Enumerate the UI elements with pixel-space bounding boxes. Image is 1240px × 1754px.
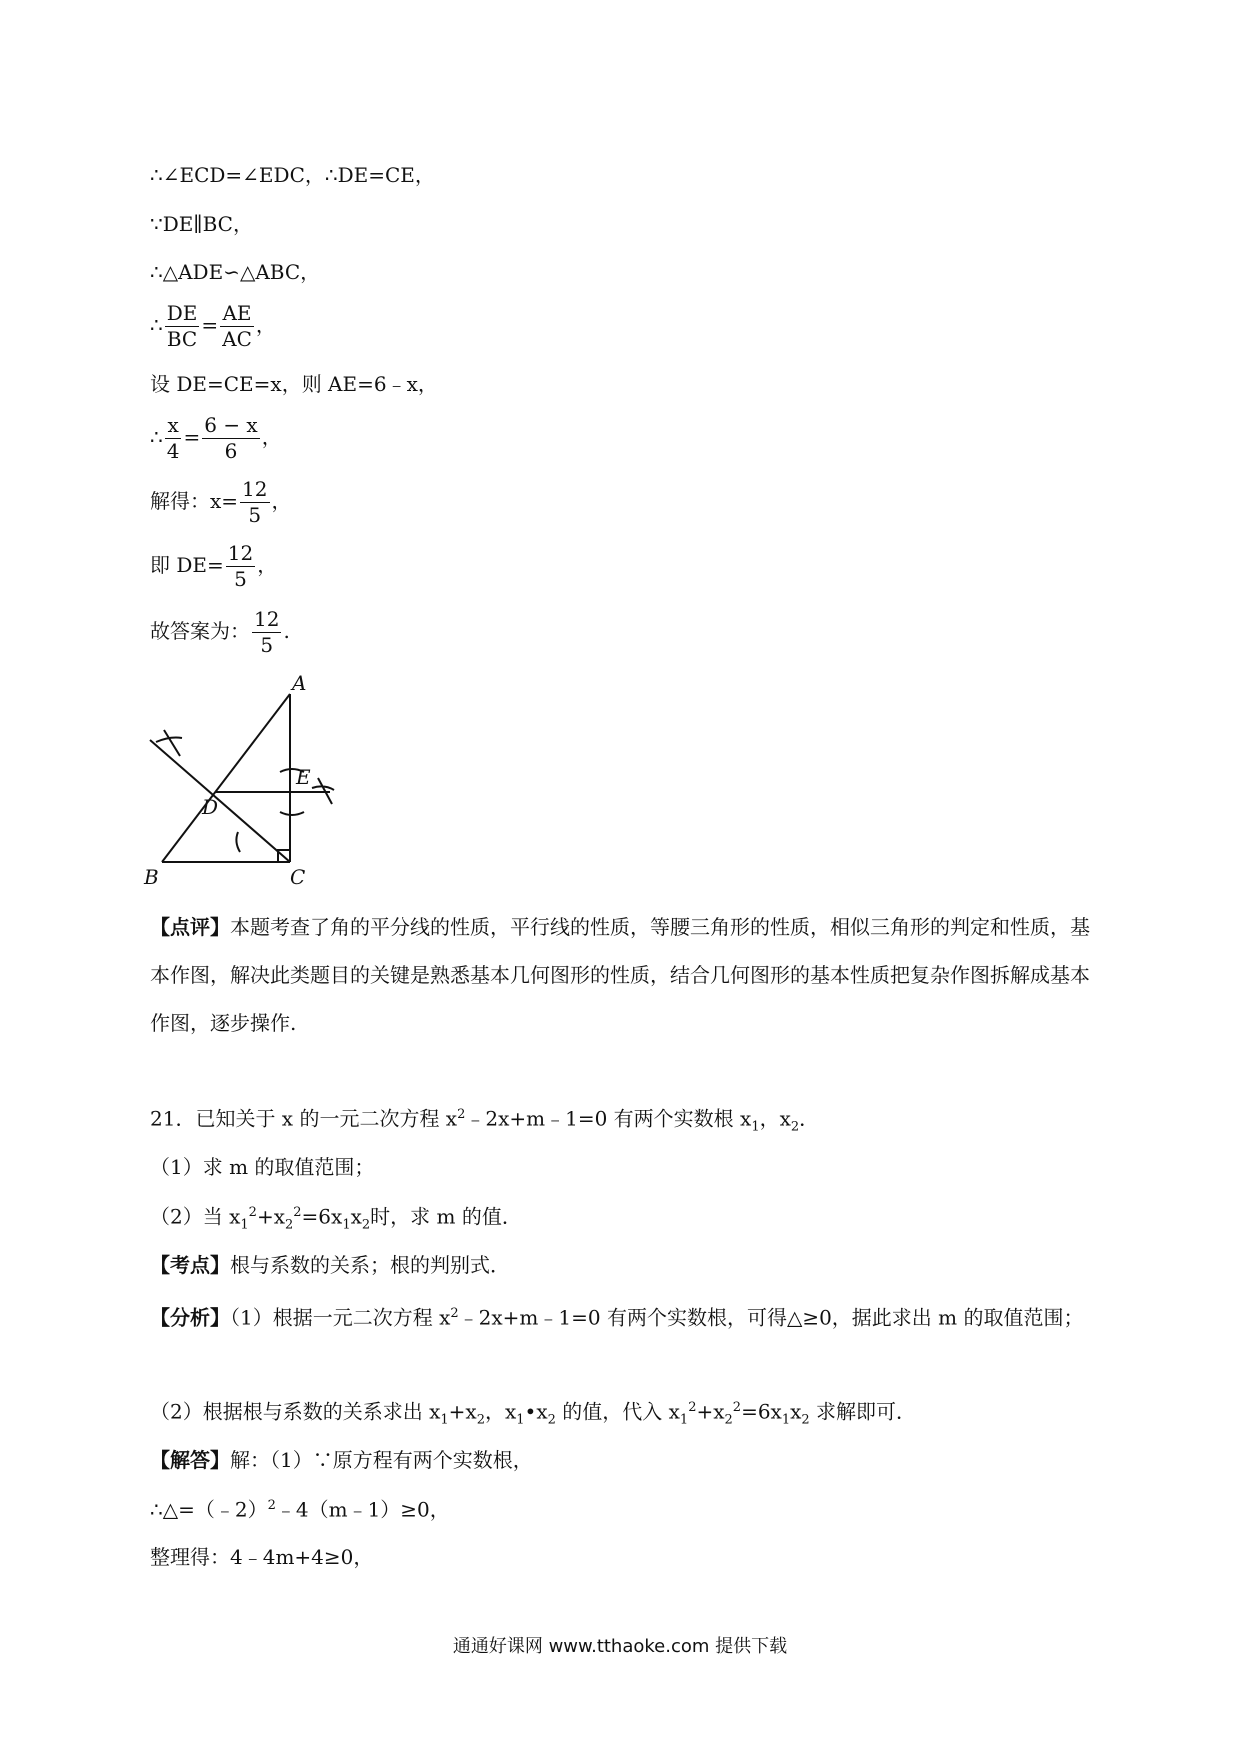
page-footer: 通通好课网 www.tthaoke.com 提供下载 bbox=[452, 1636, 788, 1657]
question-21-stem: 21．已知关于 x 的一元二次方程 $x^2﹣2x+m﹣1=0$ 有两个实数根 $x_1$，$x_2$． bbox=[150, 1106, 820, 1135]
proof-line-4: ∴ $\frac{DE}{BC}$ = $\frac{AE}{AC}$ ， bbox=[150, 301, 276, 351]
therefore-sign: ∴ bbox=[150, 313, 163, 337]
fenxi-paragraph: 【分析】（1）根据一元二次方程 $x^2﹣2x+m﹣1=0$ 有两个实数根，可得△≥0，据此求出 m 的取值范围； bbox=[150, 1305, 1084, 1330]
fraction-12-5-a: $\frac{12}{5}$ bbox=[242, 477, 268, 527]
fraction-6-minus-x-6: $\frac{6 - x}{6}$ bbox=[204, 413, 258, 463]
review-paragraph: 【点评】本题考查了角的平分线的性质，平行线的性质，等腰三角形的性质，相似三角形的判定和性质，基本作图，解决此类题目的关键是熟悉基本几何图形的性质，结合几何图形的基本性质把复杂作图拆解成基本作图，逐步操作. bbox=[150, 915, 1090, 1035]
geometry-figure bbox=[140, 672, 350, 894]
arc-mark-c bbox=[236, 832, 240, 852]
segment-ab bbox=[162, 694, 290, 862]
review-tag: 【点评】 bbox=[150, 915, 230, 939]
arc-mark-e-lower bbox=[280, 812, 304, 815]
proof-line-9: 故答案为： $\frac{12}{5}$ . bbox=[150, 607, 290, 657]
fraction-ae-ac: $\frac{AE}{AC}$ bbox=[222, 301, 252, 351]
fraction-x-4: $\frac{x}{4}$ bbox=[166, 413, 180, 463]
fraction-12-5-b: $\frac{12}{5}$ bbox=[227, 541, 254, 591]
proof-line-5: 设 DE=CE=x，则 AE=6﹣x， bbox=[150, 372, 438, 396]
question-21-part-2: （2）当 $x_1^2+x_2^2=6x_1x_2$时，求 m 的值． bbox=[150, 1204, 522, 1233]
fraction-de-bc: $\frac{DE}{BC}$ bbox=[166, 301, 198, 351]
proof-line-7: 解得：x= $\frac{12}{5}$ ， bbox=[150, 477, 292, 527]
proof-line-6: ∴ $\frac{x}{4}$ = $\frac{6 - x}{6}$ ， bbox=[150, 413, 282, 463]
proof-line-2: ∵DE∥BC， bbox=[150, 212, 253, 236]
label-c: C bbox=[290, 865, 306, 889]
simplify-line: 整理得：4﹣4m+4≥0， bbox=[150, 1545, 374, 1569]
jieda-line: 【解答】解：（1）∵原方程有两个实数根， bbox=[150, 1448, 533, 1472]
discriminant-line: ∴△=（﹣2）$^2$﹣4（m﹣1）≥0， bbox=[150, 1497, 450, 1522]
angle-bisector-cd bbox=[150, 740, 290, 862]
question-21-part-1: （1）求 m 的取值范围； bbox=[150, 1155, 375, 1179]
proof-line-3: ∴△ADE∽△ABC， bbox=[150, 260, 321, 284]
arc-mark-left bbox=[156, 730, 182, 756]
fraction-12-5-c: $\frac{12}{5}$ bbox=[254, 607, 280, 657]
fenxi-part-2: （2）根据根与系数的关系求出 $x_1+x_2$，$x_1•x_2$ 的值，代入 $x_1^2+x_2^2=6x_1x_2$ 求解即可． bbox=[150, 1399, 917, 1428]
proof-line-8: 即 DE= $\frac{12}{5}$ ， bbox=[150, 541, 278, 591]
proof-line-1: ∴∠ECD=∠EDC，∴DE=CE， bbox=[150, 163, 435, 187]
kaodian-line: 【考点】根与系数的关系；根的判别式． bbox=[150, 1253, 510, 1277]
label-a: A bbox=[292, 672, 307, 695]
label-b: B bbox=[144, 865, 159, 889]
label-e: E bbox=[296, 765, 311, 789]
label-d: D bbox=[202, 795, 219, 819]
